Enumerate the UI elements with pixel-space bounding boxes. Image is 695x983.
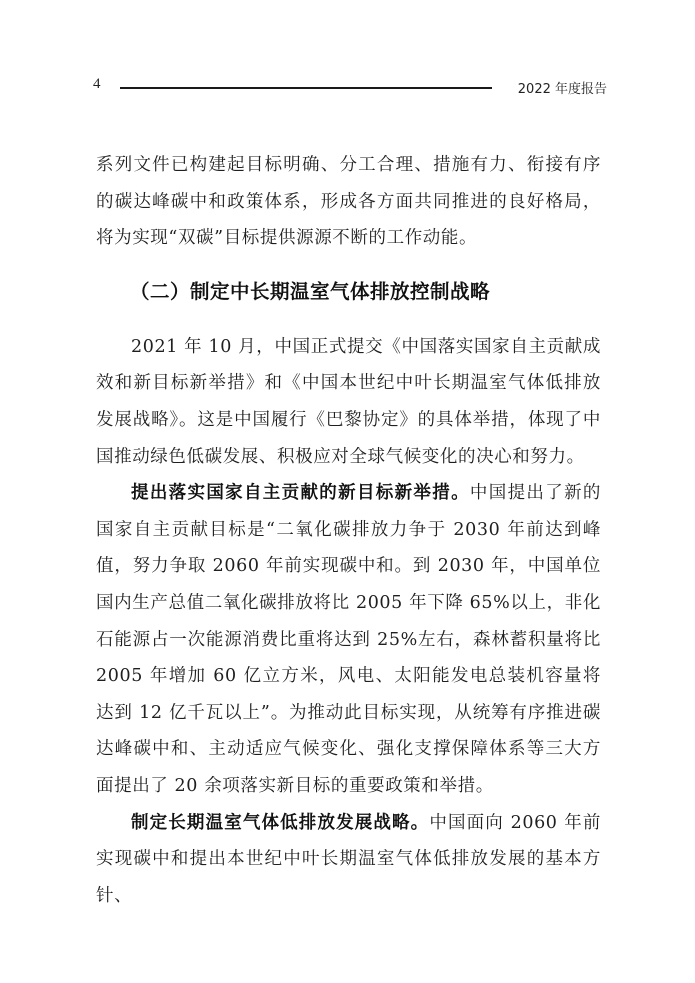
strategy-lead-text: 制定长期温室气体低排放发展战略。 bbox=[131, 812, 430, 833]
paragraph-overview: 2021 年 10 月，中国正式提交《中国落实国家自主贡献成效和新目标新举措》和《中国本世纪中叶长期温室气体低排放发展战略》。这是中国履行《巴黎协定》的具体举措，体现了中国推动绿色低碳发展、积极应对全球气候变化的决心和努力。 bbox=[96, 336, 601, 467]
paragraph-strategy bbox=[96, 805, 601, 915]
ndc-body-text: 中国提出了新的国家自主贡献目标是“二氧化碳排放力争于 2030 年前达到峰值，努力争取 2060 年前实现碳中和。到 2030 年，中国单位国内生产总值二氧化碳排放将比 2005 年下降 65%以上，非化石能源占一次能源消费比重将达到 25%左右，森林蓄积量将比 2005 年增加 60 亿立方米，风电、太阳能发电总装机容量将达到 12 亿千瓦以上”。为推动此目标实现，从统筹有序推进碳达峰碳中和、主动适应气候变化、强化支撑保障体系等三大方面提出了 20 余项落实新目标的重要政策和举措。 bbox=[96, 483, 601, 796]
strategy-body-text: 中国面向 2060 年前实现碳中和提出本世纪中叶长期温室气体低排放发展的基本方针、 bbox=[96, 812, 601, 906]
document-body bbox=[96, 147, 601, 914]
page-number: 4 bbox=[93, 76, 101, 92]
header-divider bbox=[120, 87, 492, 89]
paragraph-intro: 系列文件已构建起目标明确、分工合理、措施有力、衔接有序的碳达峰碳中和政策体系，形成各方面共同推进的良好格局，将为实现“双碳”目标提供源源不断的工作动能。 bbox=[96, 155, 601, 249]
page-header bbox=[0, 0, 695, 110]
report-title: 2022 年度报告 bbox=[517, 82, 607, 97]
paragraph-ndc bbox=[96, 475, 601, 804]
section-heading: （二）制定中长期温室气体排放控制战略 bbox=[130, 279, 491, 303]
ndc-lead-text: 提出落实国家自主贡献的新目标新举措。 bbox=[131, 483, 470, 504]
